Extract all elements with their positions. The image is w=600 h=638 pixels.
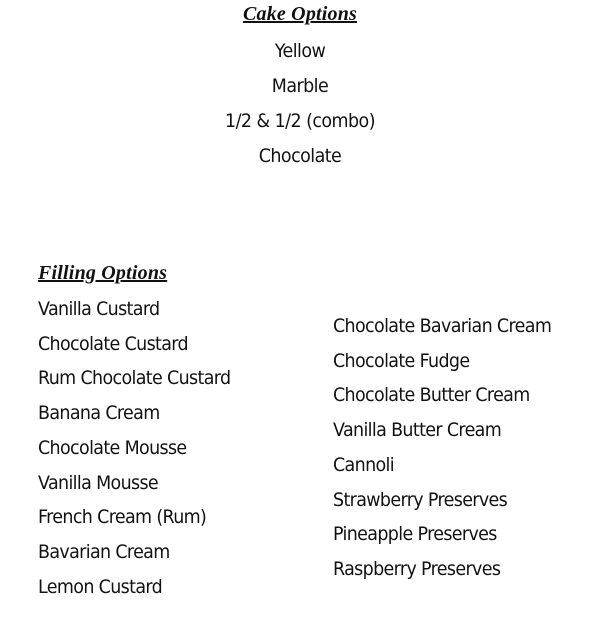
filling-option: Rum Chocolate Custard bbox=[38, 367, 231, 390]
filling-options-left-column bbox=[38, 292, 247, 604]
filling-option: French Cream (Rum) bbox=[38, 506, 207, 529]
filling-option: Bavarian Cream bbox=[38, 540, 170, 563]
filling-option: Strawberry Preserves bbox=[333, 488, 508, 511]
filling-option: Vanilla Custard bbox=[38, 298, 160, 320]
cake-option: Yellow bbox=[274, 40, 326, 62]
filling-option: Chocolate Butter Cream bbox=[333, 384, 530, 407]
cake-options-list bbox=[0, 34, 600, 174]
filling-option: Raspberry Preserves bbox=[333, 557, 501, 580]
filling-option: Cannoli bbox=[333, 453, 394, 476]
cake-option: Marble bbox=[271, 75, 329, 97]
filling-options-heading: Filling Options bbox=[38, 262, 168, 284]
filling-option: Chocolate Custard bbox=[38, 332, 189, 355]
filling-option: Vanilla Butter Cream bbox=[333, 419, 502, 442]
filling-option: Chocolate Fudge bbox=[333, 349, 470, 372]
cake-option: Chocolate bbox=[258, 145, 342, 167]
cake-option: 1/2 & 1/2 (combo) bbox=[225, 110, 375, 132]
filling-options-right-column bbox=[333, 309, 570, 587]
filling-option: Banana Cream bbox=[38, 402, 160, 425]
filling-option: Lemon Custard bbox=[38, 575, 163, 598]
filling-option: Pineapple Preserves bbox=[333, 523, 497, 546]
filling-option: Chocolate Mousse bbox=[38, 436, 187, 459]
cake-options-heading: Cake Options bbox=[242, 3, 358, 25]
filling-option: Vanilla Mousse bbox=[38, 471, 159, 494]
filling-option: Chocolate Bavarian Cream bbox=[333, 315, 552, 337]
